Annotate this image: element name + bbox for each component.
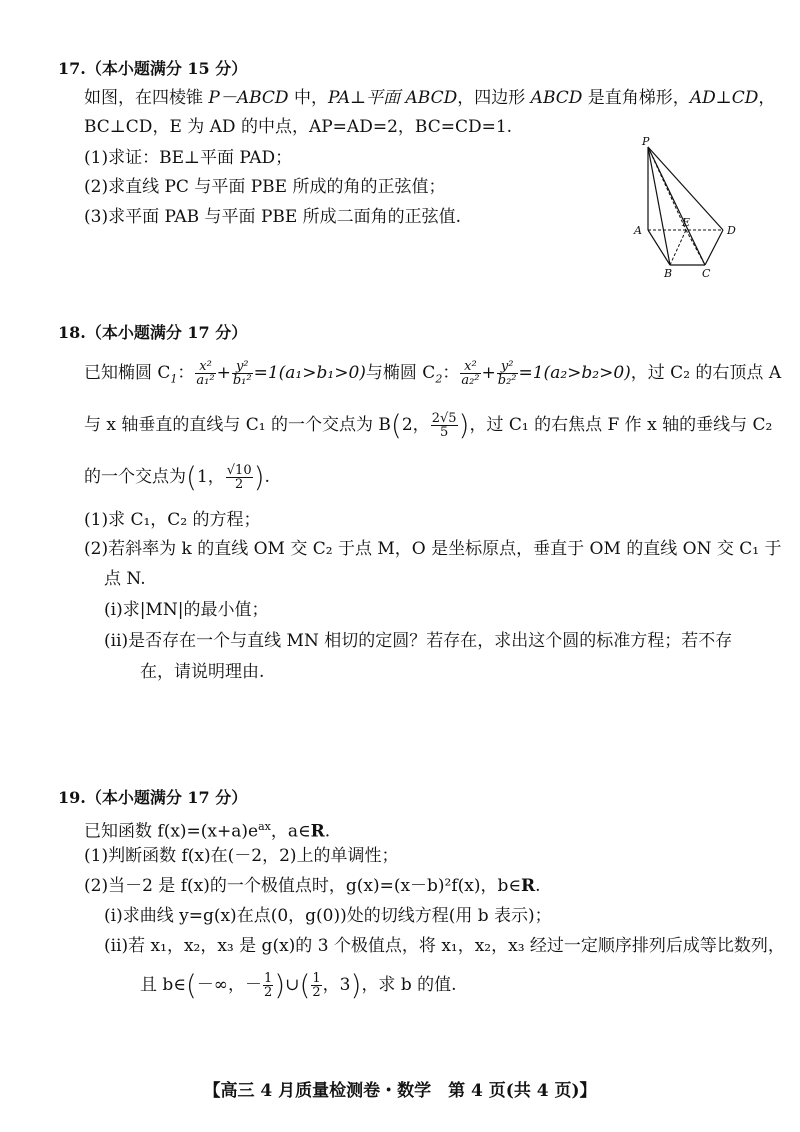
frac-2root5-5: $\frac{2√5}{5}$ <box>431 411 457 440</box>
q17-heading: 17.（本小题满分 15 分） <box>58 59 248 78</box>
q19-sub2 <box>84 874 541 898</box>
label-b: B <box>664 267 673 280</box>
q18-text: 2 <box>435 372 443 386</box>
q19-text: 已知函数 f(x)=(x+a)e <box>84 821 259 842</box>
q19-text: . <box>535 876 541 896</box>
q17-text: ， <box>758 88 776 108</box>
q18-text: ： <box>177 363 195 383</box>
frac-x2-a1: $\frac{\text{x²}}{\text{a₁²}}$ <box>196 359 215 388</box>
q18-text: ，过 C₂ 的右顶点 A <box>630 363 782 383</box>
q18-text: ，过 C₁ 的右焦点 F 作 x 轴的垂线与 C₂ <box>469 415 773 435</box>
q17-text: PA⊥平面 ABCD <box>327 88 458 108</box>
page-footer: 【高三 4 月质量检测卷・数学 第 4 页(共 4 页)】 <box>203 1081 597 1101</box>
q19-text: ∪ <box>285 975 300 995</box>
q18-text: 2， <box>401 415 430 435</box>
q19-text: R <box>310 821 325 842</box>
q17-text: AD⊥CD <box>689 88 759 108</box>
q18-text: 1， <box>196 467 225 487</box>
q17-line2: BC⊥CD，E 为 AD 的中点，AP=AD=2，BC=CD=1. <box>84 117 513 137</box>
q19-line1 <box>84 815 330 844</box>
q19-text: (2)当－2 是 f(x)的一个极值点时，g(x)=(x－b)²f(x)，b∈ <box>84 876 521 896</box>
q17-text: 中， <box>288 88 328 108</box>
q18-sub2ii-a: (ⅱ)是否存在一个与直线 MN 相切的定圆？若存在，求出这个圆的标准方程；若不存 <box>104 631 733 651</box>
q18-sub2a: (2)若斜率为 k 的直线 OM 交 C₂ 于点 M，O 是坐标原点，垂直于 OM 的直线 ON 交 C₁ 于 <box>84 539 782 559</box>
q18-line2: 与 x 轴垂直的直线与 C₁ 的一个交点为 B(2， $\frac{2√5}{5}$ )，过 C₁ 的右焦点 F 作 x 轴的垂线与 C₂ <box>84 408 773 442</box>
q18-sub2i: (ⅰ)求|MN|的最小值； <box>104 600 269 620</box>
q18-line3: 的一个交点为(1， $\frac{√10}{2}$ ). <box>84 460 270 494</box>
q18-sub1: (1)求 C₁，C₂ 的方程； <box>84 510 261 530</box>
q18-text: 1 <box>170 372 178 386</box>
q17-text: ，四边形 <box>457 88 531 108</box>
q18-sub2ii-b: 在，请说明理由. <box>140 662 265 682</box>
q19-heading: 19.（本小题满分 17 分） <box>58 788 248 807</box>
q18-text: =1(a₁>b₁>0) <box>253 363 366 383</box>
q19-text: ，3 <box>322 975 351 995</box>
q17-line1 <box>84 86 775 110</box>
q19-text: ，a∈ <box>270 821 311 842</box>
q19-text: R <box>521 876 536 896</box>
q17-text: 是直角梯形， <box>582 88 690 108</box>
label-a: A <box>634 224 642 237</box>
q19-text: . <box>324 821 331 842</box>
q18-text: =1(a₂>b₂>0) <box>518 363 631 383</box>
q19-sub2i: (ⅰ)求曲线 y=g(x)在点(0，g(0))处的切线方程(用 b 表示)； <box>104 906 552 926</box>
label-c: C <box>702 267 711 280</box>
q17-text: ABCD <box>530 88 583 108</box>
frac-y2-b2: $\frac{\text{y²}}{\text{b₂²}}$ <box>497 359 517 388</box>
q18-text: 与 x 轴垂直的直线与 C₁ 的一个交点为 B <box>84 415 391 435</box>
q17-sub2: (2)求直线 PC 与平面 PBE 所成的角的正弦值； <box>84 177 446 197</box>
q17-text: 如图，在四棱锥 <box>84 88 209 108</box>
q17-sub3: (3)求平面 PAB 与平面 PBE 所成二面角的正弦值. <box>84 207 462 227</box>
pyramid-figure <box>620 135 750 280</box>
label-e: E <box>682 216 691 229</box>
frac-x2-a2: $\frac{\text{x²}}{\text{a₂²}}$ <box>461 359 480 388</box>
label-d: D <box>727 224 736 237</box>
frac-y2-b1: $\frac{\text{y²}}{\text{b₁²}}$ <box>232 359 252 388</box>
q19-sub1: (1)判断函数 f(x)在(－2，2)上的单调性； <box>84 846 399 866</box>
q18-text: 与椭圆 C <box>365 363 436 383</box>
q18-line1: 已知椭圆 $C_1$： $\frac{\text{x²}}{\text{a₁²}}$ + $\frac{\text{y²}}{\text{b₁²}}$ =1(a₁>b₁>0)与椭圆 $C_2$： $\frac{\text{x²}}{\text{a₂²}}$ + $\frac{\text{y²}}{\text{b₂²}}$ =1(a₂>b₂>0)，过 C₂ 的右顶点 A <box>84 359 782 388</box>
q19-text: －∞，－ <box>196 975 262 995</box>
frac-half-1: $\frac{1}{2}$ <box>263 971 273 1000</box>
q18-text: 的一个交点为 <box>84 467 186 487</box>
q18-heading: 18.（本小题满分 17 分） <box>58 323 248 342</box>
q19-text: ax <box>258 820 271 833</box>
q19-sub2ii-a: (ⅱ)若 x₁，x₂，x₃ 是 g(x)的 3 个极值点，将 x₁，x₂，x₃ 经过一定顺序排列后成等比数列， <box>104 936 785 956</box>
q18-text: 已知椭圆 C <box>84 363 171 383</box>
frac-root10-2: $\frac{√10}{2}$ <box>226 463 252 492</box>
q19-sub2ii-b: 且 b∈(－∞，－ $\frac{1}{2}$ )∪( $\frac{1}{2}$ ，3)，求 b 的值. <box>140 968 457 1002</box>
q19-text: 且 b∈ <box>140 975 186 995</box>
q17-sub1: (1)求证：BE⊥平面 PAD； <box>84 148 293 168</box>
label-p: P <box>642 135 650 148</box>
frac-half-2: $\frac{1}{2}$ <box>312 971 321 1000</box>
q19-text: ，求 b 的值. <box>361 975 457 995</box>
q18-text: . <box>264 467 270 487</box>
q17-text: P－ABCD <box>208 88 289 108</box>
q18-sub2b: 点 N. <box>104 569 146 589</box>
